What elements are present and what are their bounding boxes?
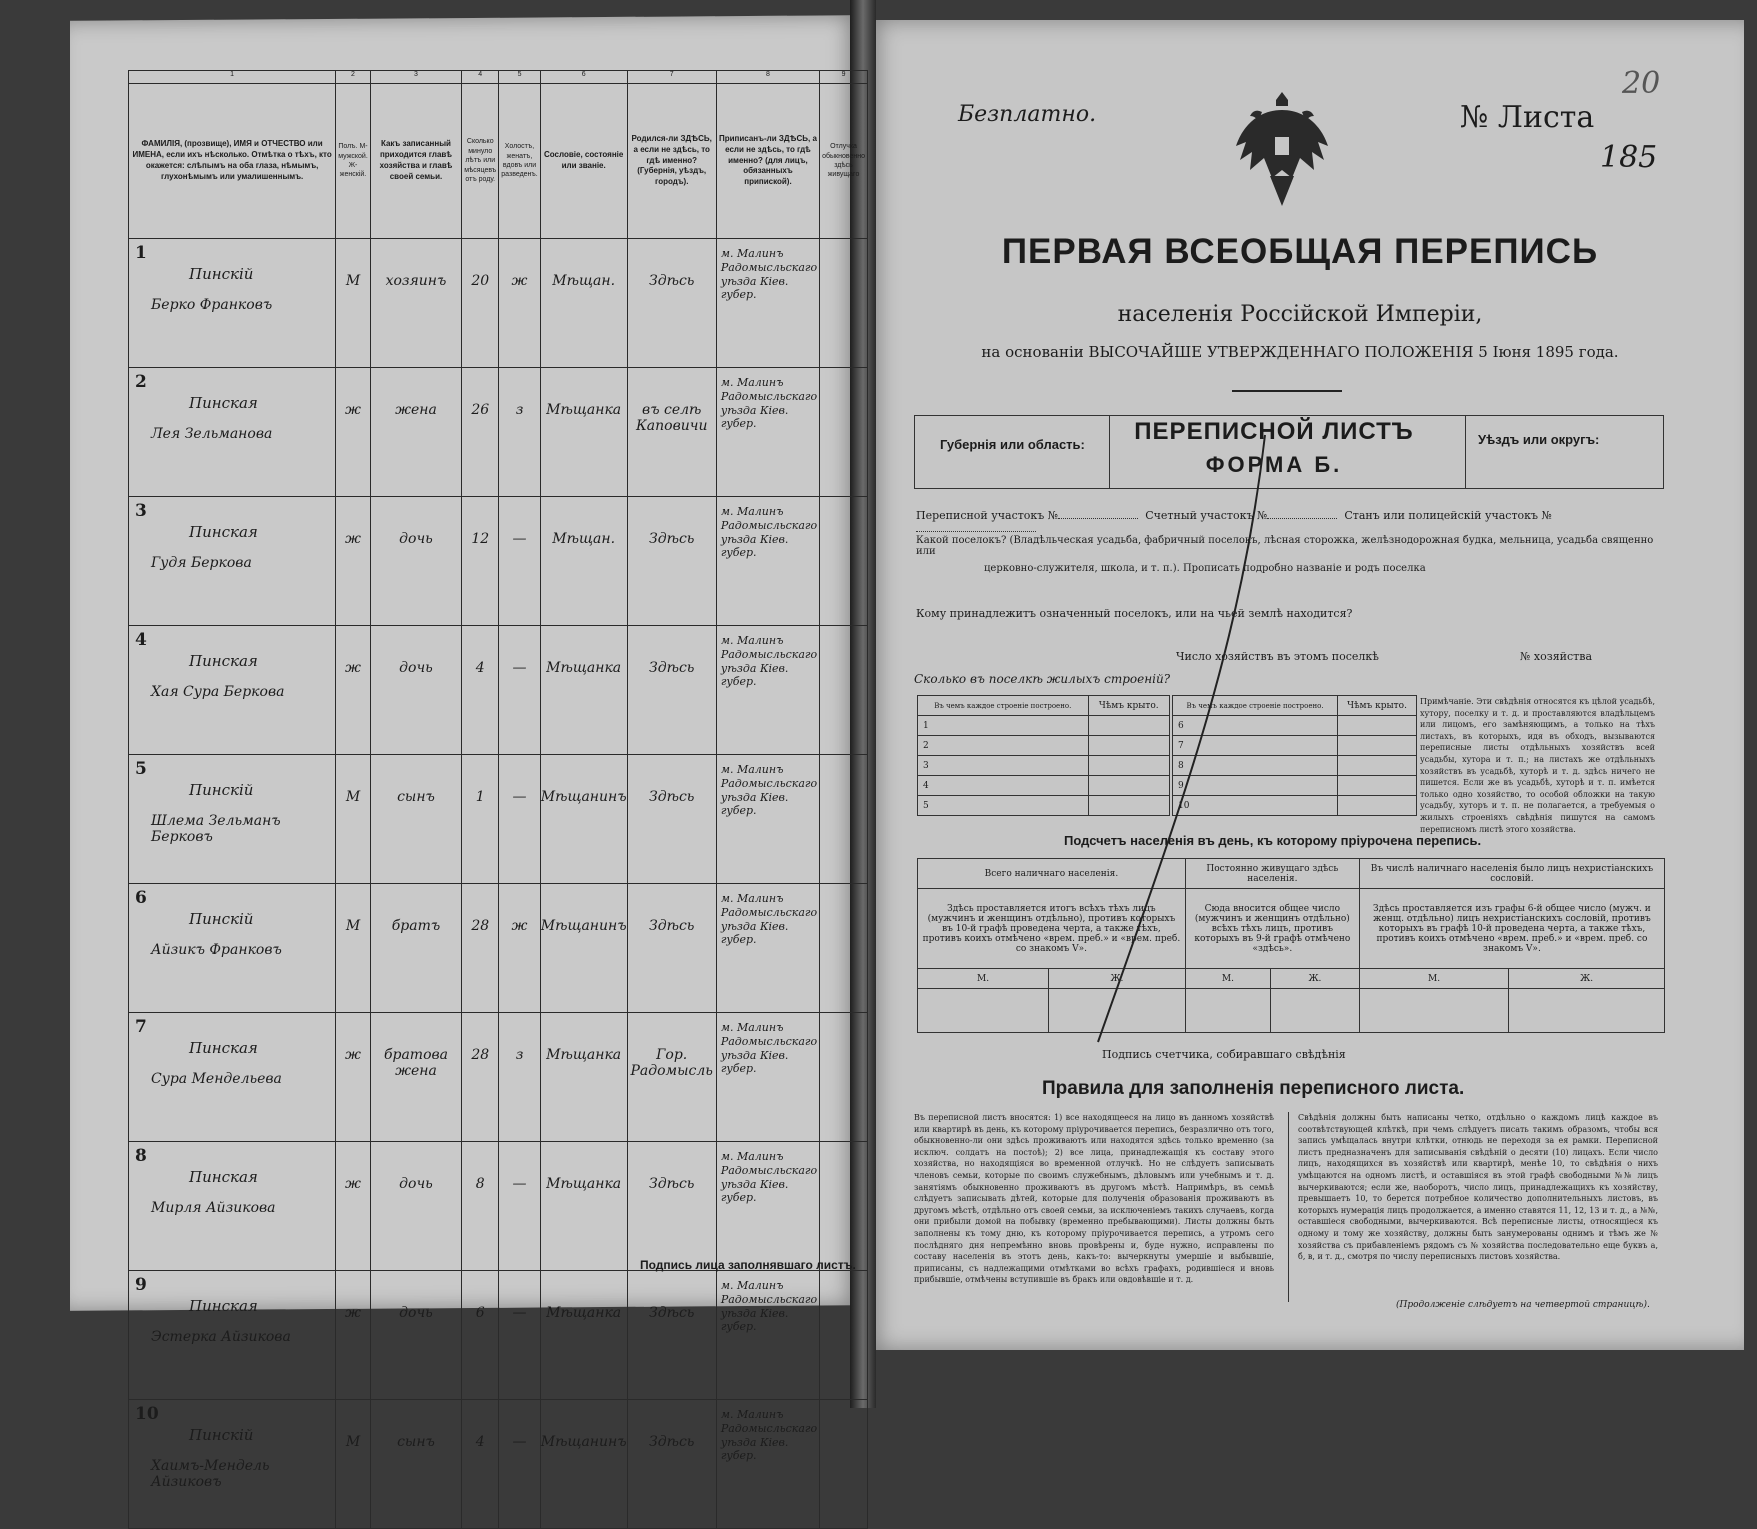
birthplace-cell: Здѣсь — [627, 239, 716, 368]
dwelling-num: 1 — [918, 716, 1089, 736]
rules-title: Правила для заполненія переписного листа. — [1042, 1078, 1465, 1099]
estate-cell: Мѣщан. — [540, 239, 627, 368]
roof-header: Чѣмъ крыто. — [1338, 696, 1417, 716]
given-name: Гудя Беркова — [151, 555, 252, 571]
households-count-label: Число хозяйствъ въ этомъ поселкѣ — [1176, 650, 1379, 663]
age-cell: 12 — [462, 497, 499, 626]
dwelling-num: 4 — [918, 776, 1089, 796]
birthplace-cell: Здѣсь — [627, 1271, 716, 1400]
header-estate: Сословіе, состояніе или званіе. — [540, 84, 627, 239]
registration-cell: м. Малинъ Радомысльскаго уѣзда Кіев. губер. — [716, 1400, 819, 1529]
age-cell: 26 — [462, 368, 499, 497]
row-number: 5 — [135, 759, 147, 779]
household-number-label: № хозяйства — [1520, 650, 1592, 663]
dwellings-question: Сколько въ поселкѣ жилыхъ строеній? — [914, 672, 1171, 686]
age-cell: 1 — [462, 755, 499, 884]
sex-cell: ж — [336, 1013, 371, 1142]
non-christian-header: Въ числѣ наличнаго населенія было лицъ нехристіанскихъ сословій. — [1359, 859, 1664, 889]
sex-cell: ж — [336, 368, 371, 497]
row-number: 2 — [135, 372, 147, 392]
sex-cell: М — [336, 1400, 371, 1529]
double-headed-eagle-emblem — [1232, 90, 1332, 208]
col-num-2: 2 — [336, 71, 371, 84]
birthplace-cell: Здѣсь — [627, 626, 716, 755]
birthplace-cell: Здѣсь — [627, 1400, 716, 1529]
pen-stroke — [1090, 430, 1270, 1050]
registration-cell: м. Малинъ Радомысльскаго уѣзда Кіев. губер. — [716, 626, 819, 755]
counting-precinct-label: Счетный участокъ № — [1145, 509, 1268, 522]
row-number: 1 — [135, 243, 147, 263]
col-num-1: 1 — [129, 71, 336, 84]
surname: Пинскій — [189, 781, 254, 799]
marital-cell: ж — [499, 239, 540, 368]
registration-cell: м. Малинъ Радомысльскаго уѣзда Кіев. губер. — [716, 755, 819, 884]
dwellings-note: Примѣчаніе. Эти свѣдѣнія относятся къ цѣлой усадьбѣ, хутору, поселку и т. д. и проставляются владѣльцемъ или лицомъ, его замѣняющимъ, а только на тѣхъ листахъ, въ которыхъ, идя въ обходъ, вызываются переписные листы отдѣльныхъ хозяйствъ всей усадьбы, хутора и т. п.; на листахъ же отдѣльныхъ хозяйствъ въ усадьбѣ, хуторѣ и т. д. здѣсь ничего не пишется. Если же въ усадьбѣ, хуторѣ и т. п. имѣется только одно хозяйство, то особой обложки на такую усадьбу, хуторъ и т. п. не полагается, а требуемыя о жилыхъ строеніяхъ свѣдѣнія пишутся на самомъ переписномъ листѣ этого хозяйства. — [1420, 697, 1655, 834]
free-of-charge-label: Безплатно. — [958, 102, 1097, 127]
header-relation: Какъ записанный приходится главѣ хозяйства и главѣ своей семьи. — [370, 84, 461, 239]
row-number: 9 — [135, 1275, 147, 1295]
row-number: 10 — [135, 1404, 159, 1424]
surname: Пинскій — [189, 265, 254, 283]
relation-cell: сынъ — [370, 755, 461, 884]
given-name: Хая Сура Беркова — [151, 684, 285, 700]
ownership-question: Кому принадлежитъ означенный поселокъ, или на чьей землѣ находится? — [916, 607, 1353, 620]
build-material-header: Въ чемъ каждое строеніе построено. — [1173, 696, 1338, 716]
dwelling-num: 3 — [918, 756, 1089, 776]
divider — [1232, 390, 1342, 392]
given-name: Мирля Айзикова — [151, 1200, 276, 1216]
estate-cell: Мѣщан. — [540, 497, 627, 626]
registration-cell: м. Малинъ Радомысльскаго уѣзда Кіев. губер. — [716, 1013, 819, 1142]
given-name: Эстерка Айзикова — [151, 1329, 291, 1345]
surname: Пинская — [189, 1168, 258, 1186]
census-subtitle: населенія Россійской Имперіи, — [1117, 302, 1483, 327]
absence-cell — [820, 1400, 868, 1529]
sex-cell: М — [336, 239, 371, 368]
sheet-number-handwritten: 185 — [1600, 140, 1658, 175]
marital-cell: — — [499, 1400, 540, 1529]
sex-cell: М — [336, 755, 371, 884]
dwelling-num: 8 — [1173, 756, 1338, 776]
relation-cell: дочь — [370, 1271, 461, 1400]
birthplace-cell: Здѣсь — [627, 1142, 716, 1271]
present-population-header: Всего наличнаго населенія. — [918, 859, 1186, 889]
sheet-number — [1460, 100, 1594, 135]
marital-cell: — — [499, 1271, 540, 1400]
female-label: Ж. — [1509, 969, 1665, 989]
sheet-number-label: № Листа — [1460, 100, 1595, 135]
non-christian-text: Здѣсь проставляется изъ графы 6-й общее число (мужч. и женщ. отдѣльно) лицъ нехристіанскихъ сословій, противъ которыхъ въ графѣ 10-й проведена черта, а также тѣхъ, противъ коихъ отмѣчено «врем. преб.» и «врем. преб. со знакомъ V». — [1359, 889, 1664, 969]
sex-cell: ж — [336, 1142, 371, 1271]
estate-cell: Мѣщанинъ — [540, 884, 627, 1013]
relation-cell: дочь — [370, 1142, 461, 1271]
age-cell: 28 — [462, 884, 499, 1013]
age-cell: 4 — [462, 626, 499, 755]
dwelling-num: 2 — [918, 736, 1089, 756]
col-num-5: 5 — [499, 71, 540, 84]
registration-cell: м. Малинъ Радомысльскаго уѣзда Кіев. губер. — [716, 1142, 819, 1271]
table-row — [129, 1400, 868, 1529]
age-cell: 20 — [462, 239, 499, 368]
estate-cell: Мѣщанка — [540, 368, 627, 497]
sex-cell: ж — [336, 497, 371, 626]
precinct-line — [916, 509, 1664, 535]
estate-cell: Мѣщанка — [540, 626, 627, 755]
col-num-3: 3 — [370, 71, 461, 84]
col-num-8: 8 — [716, 71, 819, 84]
marital-cell: — — [499, 497, 540, 626]
estate-cell: Мѣщанинъ — [540, 1400, 627, 1529]
given-name: Хаимъ-Мендель Айзиковъ — [151, 1458, 270, 1490]
registration-cell: м. Малинъ Радомысльскаго уѣзда Кіев. губер. — [716, 884, 819, 1013]
age-cell: 4 — [462, 1400, 499, 1529]
row-number: 8 — [135, 1146, 147, 1166]
sex-cell: ж — [336, 1271, 371, 1400]
sex-cell: М — [336, 884, 371, 1013]
police-precinct-label: Станъ или полицейскій участокъ № — [1344, 509, 1552, 522]
rules-divider — [1288, 1112, 1289, 1302]
row-number: 7 — [135, 1017, 147, 1037]
person-cell — [129, 1400, 336, 1529]
marital-cell: з — [499, 368, 540, 497]
registration-cell: м. Малинъ Радомысльскаго уѣзда Кіев. губер. — [716, 497, 819, 626]
row-number: 4 — [135, 630, 147, 650]
gubernia-label: Губернія или область: — [940, 437, 1085, 452]
enumerator-signature-label: Подпись счетчика, собиравшаго свѣдѣнія — [1102, 1048, 1346, 1061]
estate-cell: Мѣщанка — [540, 1271, 627, 1400]
left-signature-label: Подпись лица заполнявшаго листъ. — [640, 1258, 856, 1272]
rules-right-column: Свѣдѣнія должны быть написаны четко, отдѣльно о каждомъ лицѣ каждое въ соотвѣтствующей клѣткѣ, при чемъ слѣдуетъ писать такимъ образомъ, чтобы вся запись умѣщалась внутри клѣтки, отнюдь не переходя за ея рамки. Переписной листъ предназначенъ для записыванія свѣдѣній о десяти (10) лицахъ. Если число лицъ, находящихся въ хозяйствѣ или квартирѣ, менѣе 10, то свѣдѣнія о нихъ умѣщаются на одномъ листѣ, и оставшіяся въ этой графѣ свободными №№ лицъ вычеркиваются; если же, наоборотъ, число лицъ, принадлежащихъ къ хозяйству, превышаетъ 10, то берется потребное количество дополнительныхъ листовъ, въ которыхъ нумерація лицъ продолжается, а именно ставятся 11, 12, 13 и т. д., а №№, оставшіеся свободными, вычеркиваются. Всѣ переписные листы, относящіеся къ одному и тому же хозяйству, должны быть занумерованы однимъ и тѣмъ же № хозяйства съ прибавленіемъ рядомъ съ № хозяйства последовательно еще буквъ а, б, в, и т. д., смотря по числу переписныхъ листовъ хозяйства. — [1298, 1113, 1658, 1262]
present-population-text: Здѣсь проставляется итогъ всѣхъ тѣхъ лицъ (мужчинъ и женщинъ отдѣльно), противъ которыхъ въ 10-й графѣ проведена черта, а также тѣхъ, противъ коихъ отмѣчено «врем. преб.» и «врем. преб. со знакомъ V». — [918, 889, 1186, 969]
col-num-4: 4 — [462, 71, 499, 84]
male-label: М. — [918, 969, 1049, 989]
birthplace-cell: въ селѣ Каповичи — [627, 368, 716, 497]
settlement-question: Какой поселокъ? (Владѣльческая усадьба, фабричный поселокъ, лѣсная сторожка, желѣзнодорожная будка, мельница, усадьба священно или — [916, 535, 1654, 557]
female-label: Ж. — [1271, 969, 1360, 989]
relation-cell: дочь — [370, 497, 461, 626]
header-absence: Отлучка обыкновенно здѣсь живущаго — [820, 84, 868, 239]
header-birthplace: Родился-ли ЗДѢСЬ, а если не здѣсь, то гдѣ именно? (Губернія, уѣздъ, городъ). — [627, 84, 716, 239]
uezd-label: Уѣздъ или округъ: — [1478, 432, 1600, 447]
female-label: Ж. — [1049, 969, 1186, 989]
registration-cell: м. Малинъ Радомысльскаго уѣзда Кіев. губер. — [716, 1271, 819, 1400]
marital-cell: — — [499, 1142, 540, 1271]
male-label: М. — [1185, 969, 1270, 989]
surname: Пинская — [189, 1297, 258, 1315]
given-name: Шлема Зельманъ Берковъ — [151, 813, 281, 845]
row-number: 3 — [135, 501, 147, 521]
dwelling-num: 10 — [1173, 796, 1338, 816]
estate-cell: Мѣщанка — [540, 1013, 627, 1142]
surname: Пинская — [189, 394, 258, 412]
permanent-population-header: Постоянно живущаго здѣсь населенія. — [1185, 859, 1359, 889]
relation-cell: братова жена — [370, 1013, 461, 1142]
surname: Пинскій — [189, 1426, 254, 1444]
header-registration: Приписанъ-ли ЗДѢСЬ, а если не здѣсь, то гдѣ именно? (для лицъ, обязанныхъ припиской). — [716, 84, 819, 239]
header-name: ФАМИЛІЯ, (прозвище), ИМЯ и ОТЧЕСТВО или ИМЕНА, если ихъ нѣсколько. Отмѣтка о тѣхъ, кто окажется: слѣпымъ на оба глаза, нѣмымъ, глухонѣмымъ или умалишеннымъ. — [129, 84, 336, 239]
surname: Пинскій — [189, 910, 254, 928]
age-cell: 6 — [462, 1271, 499, 1400]
relation-cell: хозяинъ — [370, 239, 461, 368]
dwelling-num: 7 — [1173, 736, 1338, 756]
header-marital: Холостъ, женатъ, вдовъ или разведенъ. — [499, 84, 540, 239]
col-num-7: 7 — [627, 71, 716, 84]
marital-cell: з — [499, 1013, 540, 1142]
marital-cell: — — [499, 626, 540, 755]
estate-cell: Мѣщанка — [540, 1142, 627, 1271]
handwritten-page-number: 20 — [1622, 66, 1661, 101]
build-material-header: Въ чемъ каждое строеніе построено. — [918, 696, 1089, 716]
dwelling-num: 6 — [1173, 716, 1338, 736]
surname: Пинская — [189, 523, 258, 541]
continued-note: (Продолженіе слѣдуетъ на четвертой страницѣ). — [1396, 1300, 1650, 1310]
given-name: Сура Мендельева — [151, 1071, 282, 1087]
dwelling-num: 9 — [1173, 776, 1338, 796]
header-sex: Полъ. М-мужской. Ж-женскій. — [336, 84, 371, 239]
given-name: Берко Франковъ — [151, 297, 273, 313]
surname: Пинская — [189, 652, 258, 670]
age-cell: 28 — [462, 1013, 499, 1142]
col-num-6: 6 — [540, 71, 627, 84]
relation-cell: жена — [370, 368, 461, 497]
roof-header: Чѣмъ крыто. — [1088, 696, 1169, 716]
form-type: ФОРМА Б. — [1205, 452, 1343, 477]
birthplace-cell: Гор. Радомысль — [627, 1013, 716, 1142]
population-count-table — [917, 858, 1665, 1033]
marital-cell: — — [499, 755, 540, 884]
census-title: ПЕРВАЯ ВСЕОБЩАЯ ПЕРЕПИСЬ — [1001, 232, 1599, 271]
sex-cell: ж — [336, 626, 371, 755]
col-num-9: 9 — [820, 71, 868, 84]
birthplace-cell: Здѣсь — [627, 497, 716, 626]
header-age: Сколько минуло лѣтъ или мѣсяцевъ отъ роду. — [462, 84, 499, 239]
relation-cell: дочь — [370, 626, 461, 755]
permanent-population-text: Сюда вносится общее число (мужчинъ и женщинъ отдѣльно) всѣхъ тѣхъ лицъ, противъ которыхъ въ 9-й графѣ отмѣчено «здѣсь». — [1185, 889, 1359, 969]
relation-cell: братъ — [370, 884, 461, 1013]
region-box-divider — [1465, 416, 1466, 488]
rules-left-column: Въ переписной листъ вносятся: 1) все находящееся на лицо въ данномъ хозяйствѣ или квартирѣ въ день, къ которому пріурочивается перепись, безразлично отъ того, обыкновенно-ли они здѣсь проживаютъ или находятся здѣсь только временно (за исключ. солдатъ на постоѣ); 2) все лица, принадлежащія къ составу этого хозяйства, но находящіяся во временной отлучкѣ. Но не слѣдуетъ записывать членовъ семьи, которые по своимъ служебнымъ, дѣловымъ или учебнымъ и т. д. занятіямъ обыкновенно проживаютъ въ другомъ мѣстѣ. Напримѣръ, въ семьѣ слѣдуетъ записывать дѣтей, которые для полученія образованія проживаютъ въ другомъ мѣстѣ, отдѣльно отъ своей семьи, за исключеніемъ такихъ случаевъ, когда они прибыли домой на побывку (временно пребывающими). Листы должны быть заполнены къ тому дню, къ которому пріурочивается перепись, а утромъ сего послѣдняго дня непремѣнно вновь провѣрены и, буде нужно, исправлены по составу населенія въ этотъ день, какъ-то: вычеркнуты умершіе и выбывшіе, приписаны, съ надлежащими отмѣтками во всѣхъ графахъ, родившіеся и вновь прибывшіе, отмѣчены вступившіе въ бракъ или овдовѣвшіе и т. д. — [914, 1113, 1274, 1285]
birthplace-cell: Здѣсь — [627, 884, 716, 1013]
row-number: 6 — [135, 888, 147, 908]
birthplace-cell: Здѣсь — [627, 755, 716, 884]
estate-cell: Мѣщанинъ — [540, 755, 627, 884]
registration-cell: м. Малинъ Радомысльскаго уѣзда Кіев. губер. — [716, 239, 819, 368]
male-label: М. — [1359, 969, 1508, 989]
marital-cell: ж — [499, 884, 540, 1013]
registration-cell: м. Малинъ Радомысльскаго уѣзда Кіев. губер. — [716, 368, 819, 497]
form-title: ПЕРЕПИСНОЙ ЛИСТЪ — [1134, 418, 1414, 445]
census-basis: на основаніи ВЫСОЧАЙШЕ УТВЕРЖДЕННАГО ПОЛОЖЕНІЯ 5 Іюня 1895 года. — [981, 343, 1619, 361]
population-count-title: Подсчетъ населенія въ день, къ которому пріурочена перепись. — [1064, 833, 1482, 848]
given-name: Айзикъ Франковъ — [151, 942, 282, 958]
census-precinct-label: Переписной участокъ № — [916, 509, 1059, 522]
surname: Пинская — [189, 1039, 258, 1057]
relation-cell: сынъ — [370, 1400, 461, 1529]
given-name: Лея Зельманова — [151, 426, 273, 442]
age-cell: 8 — [462, 1142, 499, 1271]
dwelling-num: 5 — [918, 796, 1089, 816]
settlement-question-2: церковно-служителя, школа, и т. п.). Прописать подробно названіе и родъ поселка — [984, 563, 1426, 574]
